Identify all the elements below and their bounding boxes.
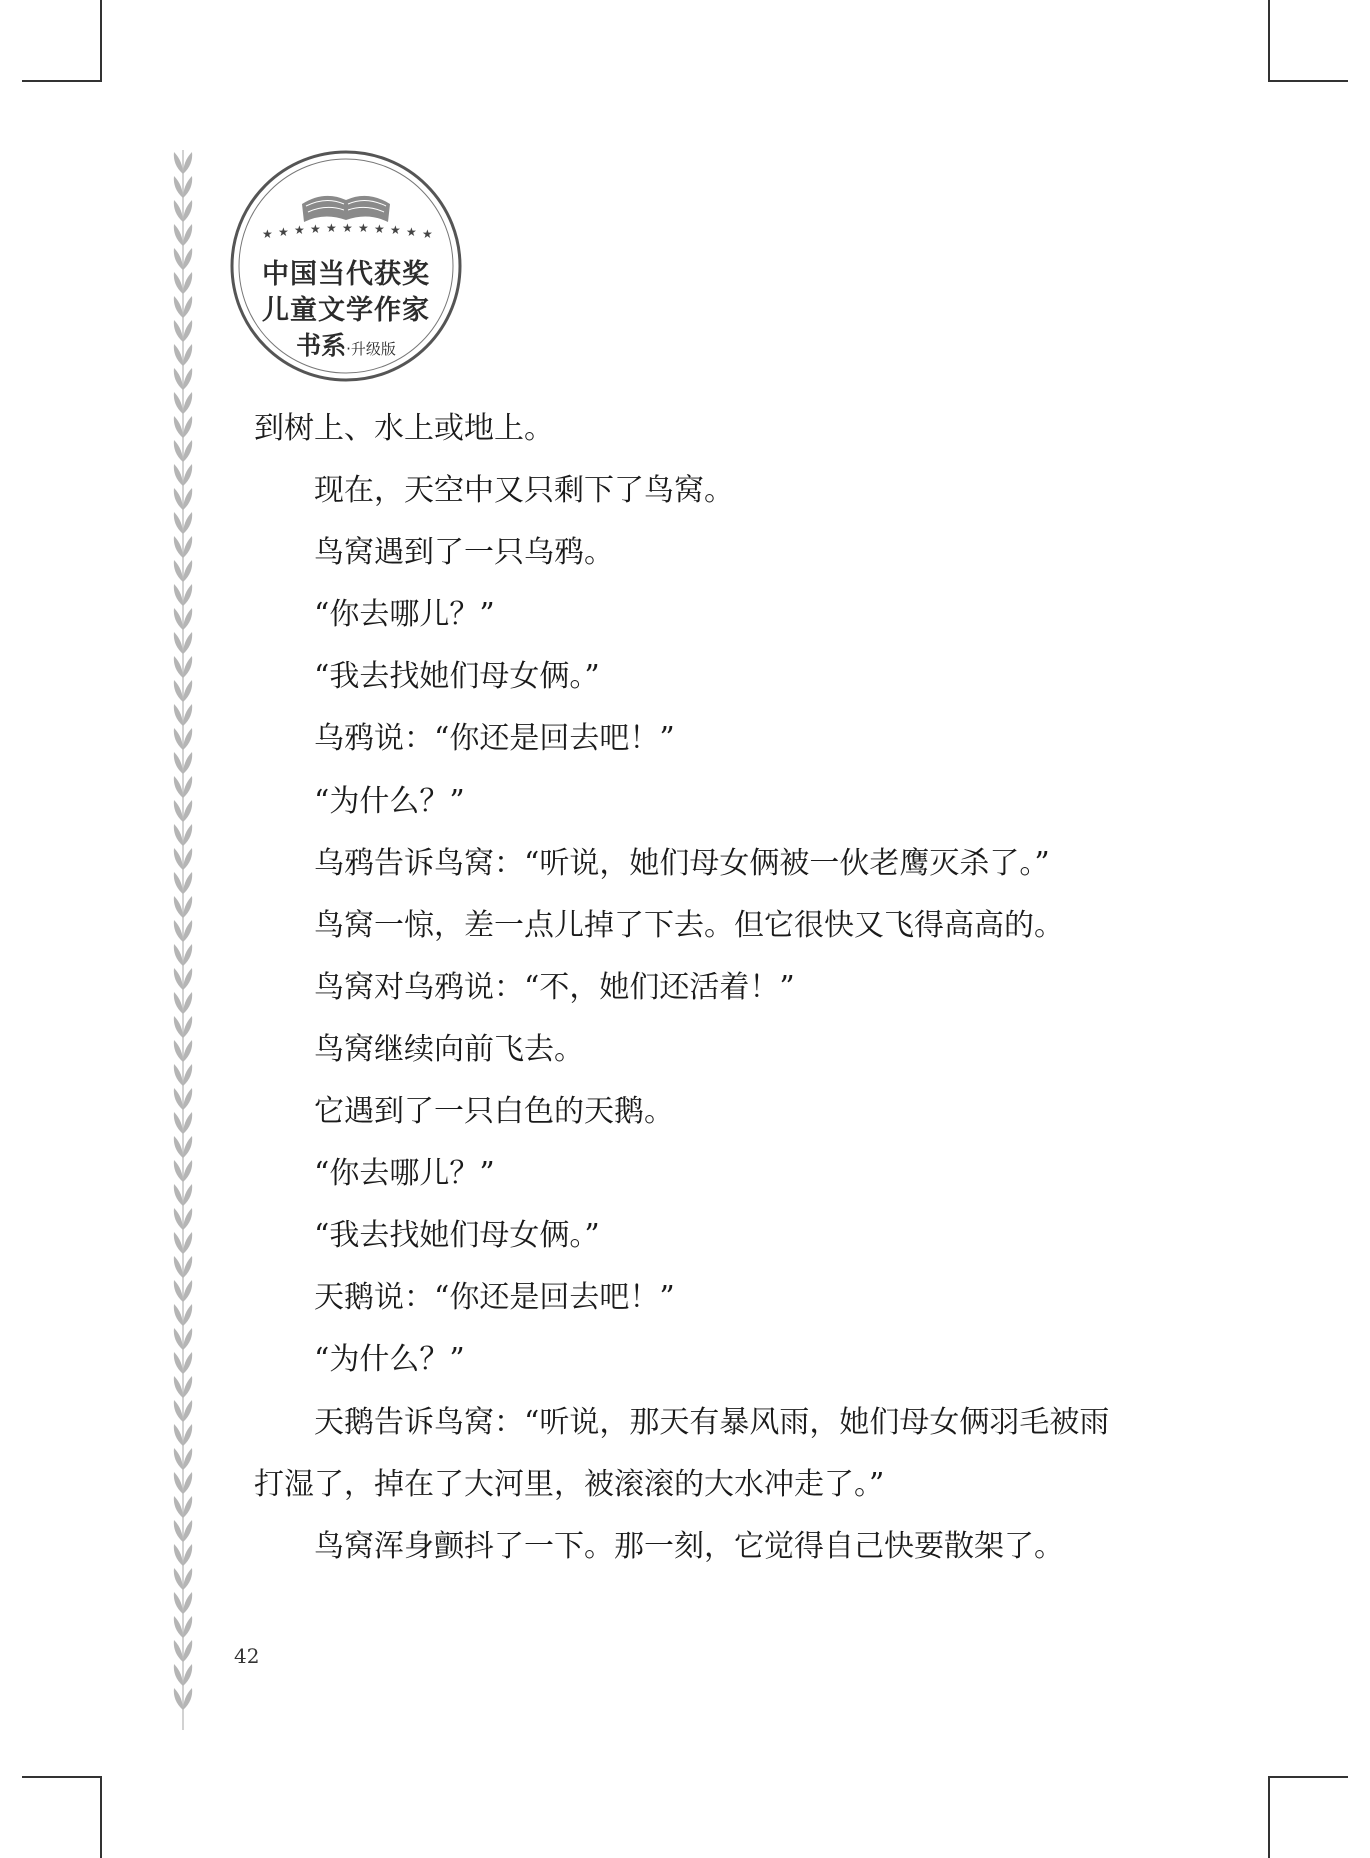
paragraph: “我去找她们母女俩。” [314, 659, 600, 695]
svg-text:★: ★ [390, 223, 401, 237]
star-icon [262, 221, 433, 241]
svg-text:★: ★ [310, 222, 321, 236]
svg-text:★: ★ [422, 227, 433, 241]
story-text [254, 398, 1134, 1578]
paragraph: 天鹅说：“你还是回去吧！” [314, 1280, 675, 1316]
svg-text:★: ★ [326, 221, 337, 235]
svg-text:★: ★ [262, 227, 273, 241]
leaf-vine-icon [170, 150, 196, 1730]
svg-text:★: ★ [374, 222, 385, 236]
crop-mark-bl-h [22, 1776, 102, 1778]
crop-mark-bl-v [100, 1776, 102, 1858]
svg-text:★: ★ [278, 225, 289, 239]
svg-text:★: ★ [406, 225, 417, 239]
paragraph: “你去哪儿？” [314, 597, 495, 633]
badge-title-line1: 中国当代获奖 [262, 259, 430, 290]
paragraph: “你去哪儿？” [314, 1156, 495, 1192]
paragraph: 鸟窝浑身颤抖了一下。那一刻，它觉得自己快要散架了。 [314, 1528, 1064, 1564]
crop-mark-tl-v [100, 0, 102, 82]
paragraph: “我去找她们母女俩。” [314, 1218, 600, 1254]
paragraph: 天鹅告诉鸟窝：“听说，那天有暴风雨，她们母女俩羽毛被雨打湿了，掉在了大河里，被滚滚的大水冲走了。” [254, 1404, 1110, 1502]
paragraph: 鸟窝一惊，差一点儿掉了下去。但它很快又飞得高高的。 [314, 907, 1064, 943]
paragraph: 到树上、水上或地上。 [254, 411, 554, 446]
svg-text:★: ★ [358, 221, 369, 235]
svg-text:★: ★ [294, 223, 305, 237]
svg-text:★: ★ [342, 221, 353, 235]
paragraph: 现在，天空中又只剩下了鸟窝。 [314, 473, 734, 509]
crop-mark-br-h [1268, 1776, 1348, 1778]
badge-edition: ·升级版 [346, 340, 396, 358]
paragraph: 鸟窝对乌鸦说：“不，她们还活着！” [314, 969, 795, 1005]
paragraph: 乌鸦说：“你还是回去吧！” [314, 721, 675, 757]
badge-series: 书系 [296, 331, 347, 360]
paragraph: 鸟窝遇到了一只乌鸦。 [314, 535, 614, 571]
paragraph: “为什么？” [314, 783, 465, 819]
crop-mark-br-v [1268, 1776, 1270, 1858]
crop-mark-tl-h [22, 80, 102, 82]
series-badge [228, 148, 464, 384]
paragraph: “为什么？” [314, 1342, 465, 1378]
paragraph: 鸟窝继续向前飞去。 [314, 1031, 584, 1067]
crop-mark-tr-v [1268, 0, 1270, 82]
badge-title-line3 [228, 326, 464, 362]
crop-mark-tr-h [1268, 80, 1348, 82]
page-number: 42 [234, 1644, 260, 1668]
paragraph: 它遇到了一只白色的天鹅。 [314, 1094, 674, 1130]
badge-title-line2: 儿童文学作家 [262, 295, 430, 326]
book-icon [302, 196, 390, 222]
paragraph: 乌鸦告诉鸟窝：“听说，她们母女俩被一伙老鹰灭杀了。” [314, 845, 1050, 881]
